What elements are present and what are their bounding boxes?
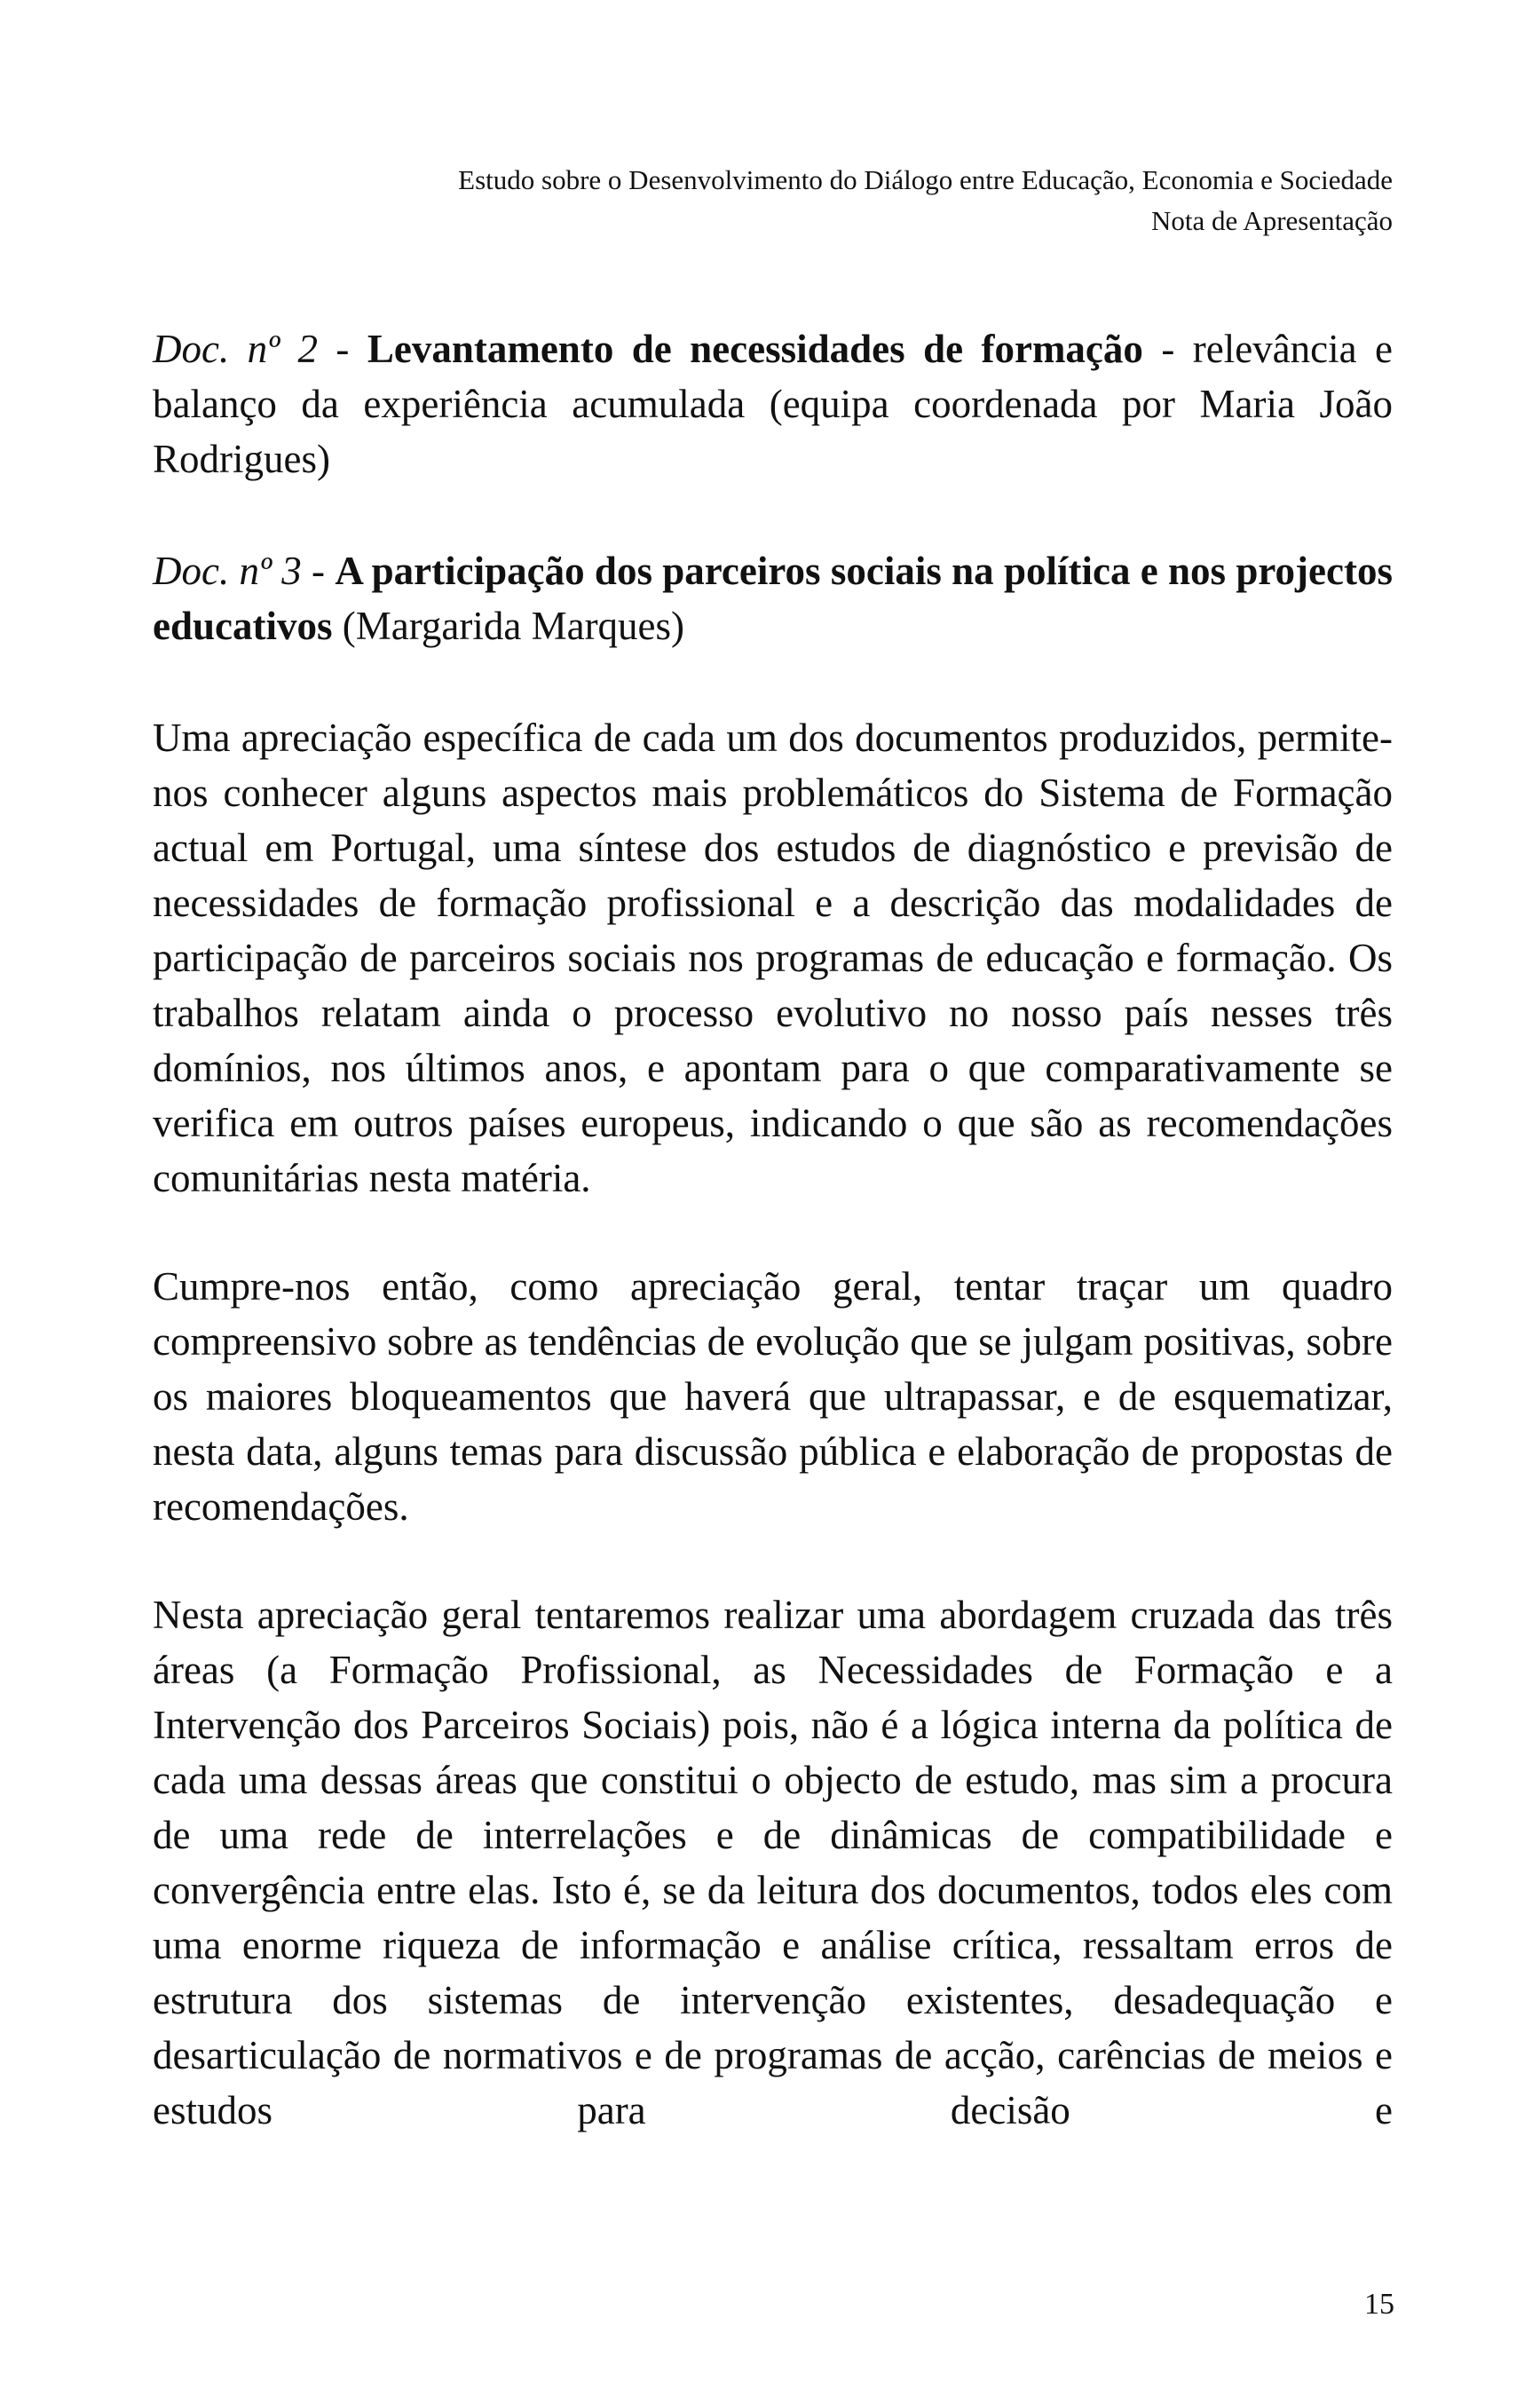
doc-entry-3 [153,543,1393,653]
paragraph-cross-approach: Nesta apreciação geral tentaremos realizar uma abordagem cruzada das três áreas (a Formação Profissional, as Necessidades de Formação e a Intervenção dos Parceiros Sociais) pois, não é a lógica interna da política de cada uma dessas áreas que constitui o objecto de estudo, mas sim a procura de uma rede de interrelações e de dinâmicas de compatibilidade e convergência entre elas. Isto é, se da leitura dos documentos, todos eles com uma enorme riqueza de informação e análise crítica, ressaltam erros de estrutura dos sistemas de intervenção existentes, desadequação e desarticulação de normativos e de programas de acção, carências de meios e estudos para decisão e [153,1593,1393,2132]
doc-reference: Doc. nº 2 [153,327,319,371]
doc-description: - relevância e balanço da experiência acumulada (equipa coordenada por Maria João Rodrigues) [153,327,1393,481]
doc-title: A participação dos parceiros sociais na política e nos projectos educativos [153,549,1393,648]
running-header [150,160,1393,241]
header-study-title: Estudo sobre o Desenvolvimento do Diálogo entre Educação, Economia e Sociedade [458,164,1393,195]
doc-description: (Margarida Marques) [332,604,685,648]
paragraph-general-assessment: Cumpre-nos então, como apreciação geral, tentar traçar um quadro compreensivo sobre as tendências de evolução que se julgam positivas, sobre os maiores bloqueamentos que haverá que ultrapassar, e de esquematizar, nesta data, alguns temas para discussão pública e elaboração de propostas de recomendações. [153,1264,1393,1529]
doc-separator: - [301,549,336,593]
doc-title: Levantamento de necessidades de formação [367,327,1143,371]
paragraph-appreciation: Uma apreciação específica de cada um dos documentos produzidos, permite-nos conhecer alguns aspectos mais problemáticos do Sistema de Formação actual em Portugal, uma síntese dos estudos de diagnóstico e previsão de necessidades de formação profissional e a descrição das modalidades de participação de parceiros sociais nos programas de educação e formação. Os trabalhos relatam ainda o processo evolutivo no nosso país nesses três domínios, nos últimos anos, e apontam para o que comparativamente se verifica em outros países europeus, indicando o que são as recomendações comunitárias nesta matéria. [153,716,1393,1200]
body-text [153,321,1393,2138]
doc-reference: Doc. nº 3 [153,549,302,593]
page-number: 15 [1364,2288,1394,2321]
header-section-title: Nota de Apresentação [1151,205,1393,236]
doc-separator: - [318,327,367,371]
doc-entry-2 [153,321,1393,487]
